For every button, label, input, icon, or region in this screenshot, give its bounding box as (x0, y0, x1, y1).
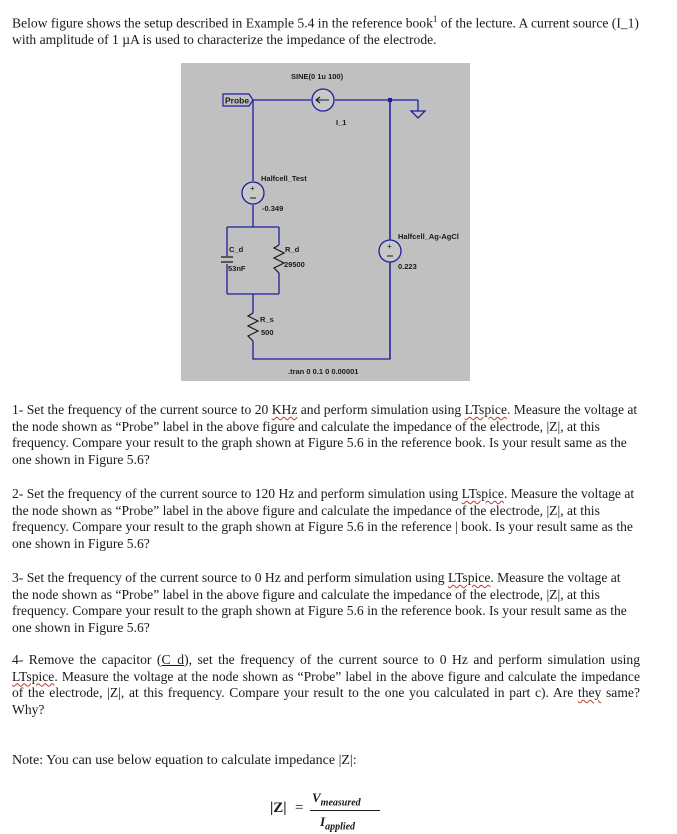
ground-icon (411, 111, 425, 118)
q2-text-a: 2- Set the frequency of the current source to 120 Hz and perform simulation using (12, 486, 462, 501)
voltage-source-test-icon (242, 182, 264, 204)
q4-text-d: same? Why? (12, 685, 640, 717)
circuit-schematic (181, 63, 470, 381)
q3-text-a: 3- Set the frequency of the current source to 0 Hz and perform simulation using (12, 570, 449, 585)
q1-text-a: 1- Set the frequency of the current source to 20 (12, 402, 272, 417)
q4-text-b: ), set the frequency of the current source to 0 Hz and perform simulation using (184, 652, 640, 667)
q1-text-c: . Measure the voltage at the node shown as “Probe” label in the above figure and calculate the impedance of the electrode, |Z|, at this frequency. Compare your result to the graph shown at Figure 5.6 in the reference book. Is your result same as the one shown in Figure 5.6? (12, 402, 638, 467)
question-3 (12, 570, 640, 636)
formula-den-main: I (320, 814, 326, 829)
q1-text-b: and perform simulation using (297, 402, 465, 417)
q4-text-c: . Measure the voltage at the node shown as “Probe” label in the above figure and calculate the impedance of the electrode, |Z|, at this frequency. Compare your result to the one you calculated in part c). Are (12, 668, 640, 701)
q2-tool: LTspice (461, 486, 504, 501)
q1-tool: LTspice (464, 402, 507, 417)
halfcell-ref-name: Halfcell_Ag-AgCl (398, 232, 459, 241)
intro-text-2: of the lecture. A current source (I_1) with amplitude of 1 µA is used to characterize the impedance of the electrode. (12, 15, 639, 48)
intro-text-1: Below figure shows the setup described in Example 5.4 in the reference book (12, 15, 433, 31)
formula-den-sub: applied (325, 821, 356, 833)
formula-denominator (320, 814, 355, 833)
question-4 (12, 652, 640, 718)
halfcell-test-value: -0.349 (262, 204, 284, 213)
voltage-source-ref-icon (379, 240, 401, 262)
rs-value: 500 (261, 328, 274, 337)
q3-text-c: . Measure the voltage at the node shown as “Probe” label in the above figure and calculate the impedance of the electrode, |Z|, at this frequency. Compare your result to the graph shown at Figure 5.6 in the reference book. Is your result same as the one shown in Figure 5.6? (12, 570, 627, 635)
circuit-svg (181, 63, 470, 381)
tran-directive: .tran 0 0.1 0 0.00001 (288, 367, 359, 376)
halfcell-ref-value: 0.223 (398, 262, 417, 271)
rs-name: R_s (260, 315, 274, 324)
formula-num-sub: measured (320, 797, 361, 809)
q4-text-a: 4- Remove the capacitor ( (12, 652, 162, 667)
q3-tool: LTspice (448, 570, 491, 585)
formula-equals: = (295, 800, 304, 816)
junction-dot (388, 98, 392, 102)
q4-they: they (577, 685, 602, 701)
probe-label: Probe (225, 95, 250, 106)
impedance-formula (270, 788, 410, 834)
q2-text-c: . Measure the voltage at the node shown as “Probe” label in the above figure and calculate the impedance of the electrode, |Z|, at this frequency. Compare your result to the graph shown at Figure 5.6 in the reference | book. Is your result same as the one shown in Figure 5.6? (12, 486, 635, 551)
q4-tool: LTspice (12, 668, 55, 684)
note-text: Note: You can use below equation to calculate impedance |Z|: (12, 753, 357, 768)
formula-numerator (312, 790, 361, 809)
q4-cap: C_d (161, 652, 185, 667)
resistor-rs-icon (247, 313, 259, 341)
formula-lhs: |Z| (270, 800, 287, 816)
cd-value: 53nF (228, 264, 246, 273)
rd-value: 29500 (284, 260, 305, 269)
svg-text:+: + (250, 184, 255, 193)
question-1 (12, 402, 640, 468)
rd-name: R_d (285, 245, 300, 254)
current-source-icon (312, 89, 334, 111)
q1-unit: KHz (271, 402, 298, 417)
fraction-bar (310, 810, 380, 811)
formula-num-main: V (312, 790, 321, 805)
intro-paragraph (12, 11, 640, 49)
footnote-mark: 1 (432, 14, 438, 24)
halfcell-test-name: Halfcell_Test (261, 174, 307, 183)
cd-name: C_d (229, 245, 244, 254)
svg-text:+: + (387, 242, 392, 251)
question-2 (12, 486, 640, 552)
capacitor-icon (219, 256, 235, 264)
source-name: I_1 (336, 118, 347, 127)
source-spec: SINE(0 1u 100) (291, 72, 344, 81)
